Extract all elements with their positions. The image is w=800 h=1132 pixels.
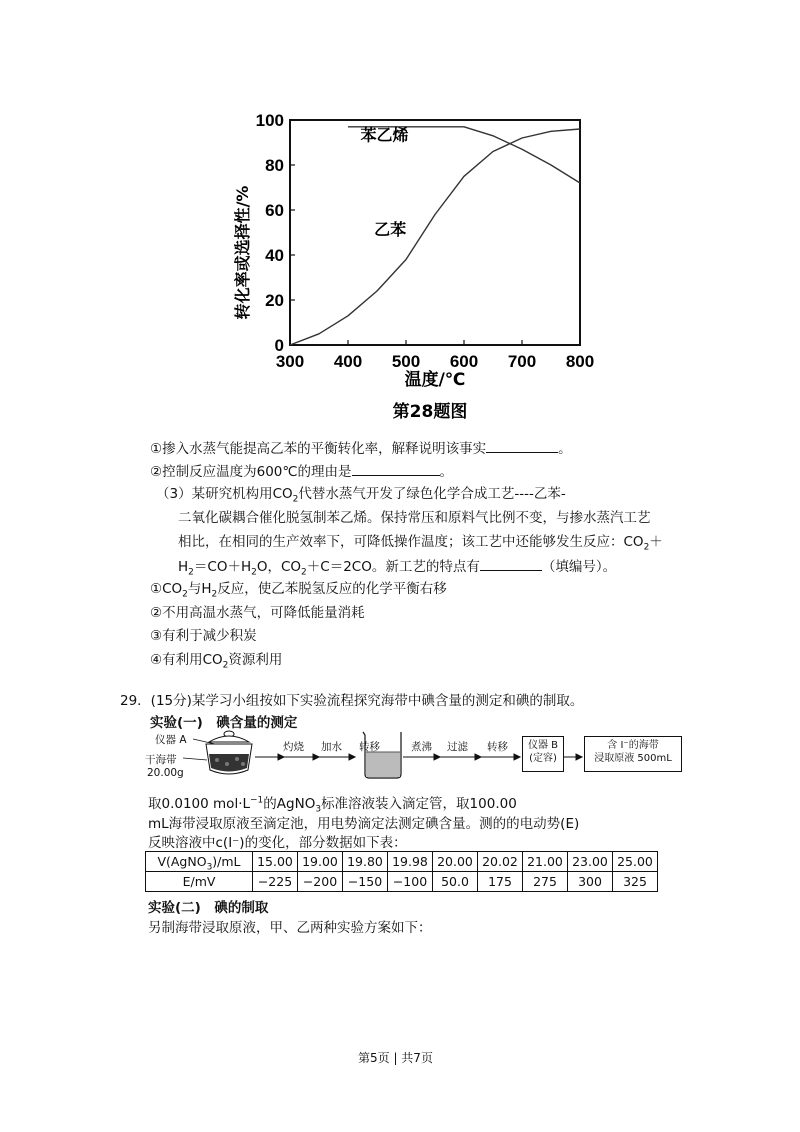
table-cell: −225 — [253, 872, 298, 892]
q28-option3: ③有利于减少积炭 — [150, 628, 257, 644]
table-cell: 300 — [568, 872, 613, 892]
table-cell: −200 — [298, 872, 343, 892]
crucible-icon — [206, 731, 252, 774]
step-add-water: 加水 — [321, 741, 342, 753]
y-tick-label: 80 — [265, 156, 284, 175]
temperature-chart — [220, 105, 620, 425]
table-cell: 20.00 — [433, 852, 478, 872]
step-burn: 灼烧 — [283, 741, 304, 753]
table-cell: 23.00 — [568, 852, 613, 872]
step-filter: 过滤 — [447, 741, 468, 753]
table-row — [146, 852, 658, 872]
table-header-cell: V(AgNO$_3$)/mL — [146, 852, 253, 872]
q28-part3-line2: 二氧化碳耦合催化脱氢制苯乙烯。保持常压和原料气比例不变，与掺水蒸汽工艺 — [178, 510, 651, 526]
step-boil: 煮沸 — [411, 741, 432, 753]
y-tick-label: 100 — [255, 111, 284, 130]
q29-para3: 反映溶液中c(I⁻)的变化，部分数据如下表： — [148, 835, 407, 851]
exp1-title: 实验(一) 碘含量的测定 — [150, 715, 298, 731]
answer-blank[interactable] — [486, 438, 558, 453]
titration-table — [145, 851, 658, 892]
exp2-text: 另制海带浸取原液，甲、乙两种实验方案如下： — [148, 920, 432, 936]
y-tick-label: 20 — [265, 291, 284, 310]
instrument-a-label: 仪器 A — [155, 734, 187, 746]
x-tick-label: 600 — [449, 352, 479, 371]
plot-frame — [290, 120, 580, 345]
extract-solution-box — [584, 736, 682, 772]
instrument-b-box — [522, 736, 564, 772]
q28-item1: ①掺入水蒸气能提高乙苯的平衡转化率，解释说明该事实 。 — [150, 438, 572, 458]
y-tick-label: 60 — [265, 201, 284, 220]
table-cell: 19.80 — [343, 852, 388, 872]
q29-para1: 取0.0100 $mol\cdot L^{-1}$的AgNO$_3$标准溶液装入滴定管，取100.00 — [148, 795, 517, 815]
extract-solution-line1: 含 I⁻的海带 — [607, 740, 659, 751]
exp2-title: 实验(二) 碘的制取 — [148, 900, 269, 916]
table-cell: 25.00 — [613, 852, 658, 872]
q28-part3-line3: 相比，在相同的生产效率下，可降低操作温度；该工艺中还能够发生反应：$CO_2+$ — [178, 534, 663, 553]
extract-solution-line2: 浸取原液 500mL — [594, 753, 672, 764]
instrument-b-note: (定容) — [529, 753, 557, 764]
table-cell: 15.00 — [253, 852, 298, 872]
x-tick-label: 400 — [333, 352, 363, 371]
q29-header: 29．(15分)某学习小组按如下实验流程探究海带中碘含量的测定和碘的制取。 — [120, 693, 584, 709]
q28-option4: ④有利用$CO_2$资源利用 — [150, 652, 283, 671]
chart-title: 第28题图 — [392, 402, 468, 422]
table-cell: 20.02 — [478, 852, 523, 872]
table-header-cell: E/mV — [146, 872, 253, 892]
q28-item2: ②控制反应温度为600℃的理由是 。 — [150, 461, 453, 481]
series-label: 苯乙烯 — [360, 125, 409, 145]
step-transfer: 转移 — [359, 741, 380, 753]
answer-blank[interactable] — [352, 461, 440, 476]
kelp-label: 干海带 — [145, 754, 177, 766]
table-cell: 50.0 — [433, 872, 478, 892]
flow-diagram — [145, 730, 705, 790]
page-footer: 第5页 | 共7页 — [358, 1051, 433, 1065]
x-tick-label: 500 — [391, 352, 421, 371]
table-cell: −100 — [388, 872, 433, 892]
series-line-2 — [290, 129, 580, 345]
q29-para2: mL海带浸取原液至滴定池，用电势滴定法测定碘含量。测的的电动势(E) — [148, 816, 580, 832]
x-tick-label: 700 — [507, 352, 537, 371]
x-tick-label: 300 — [275, 352, 305, 371]
q28-part3-line4: $H_2=CO+H_2O$，$CO_2+C=2CO$。新工艺的特点有 （填编号）。 — [178, 556, 616, 576]
y-tick-label: 0 — [274, 336, 284, 355]
y-tick-label: 40 — [265, 246, 284, 265]
series-label: 乙苯 — [374, 219, 407, 239]
table-cell: 275 — [523, 872, 568, 892]
y-axis-label: 转化率或选择性/% — [233, 185, 252, 320]
table-cell: −150 — [343, 872, 388, 892]
table-row — [146, 872, 658, 892]
table-cell: 21.00 — [523, 852, 568, 872]
table-cell: 19.00 — [298, 852, 343, 872]
table-cell: 325 — [613, 872, 658, 892]
table-cell: 19.98 — [388, 852, 433, 872]
x-axis-label: 温度/℃ — [404, 370, 466, 390]
step-transfer: 转移 — [487, 741, 508, 753]
mass-label: 20.00g — [147, 767, 184, 779]
instrument-b-label: 仪器 B — [527, 740, 559, 751]
q28-option2: ②不用高温水蒸气，可降低能量消耗 — [150, 605, 365, 621]
answer-blank[interactable] — [480, 556, 542, 571]
q28-part3-line1: （3）某研究机构用$CO_2$代替水蒸气开发了绿色化学合成工艺----乙苯- — [156, 486, 566, 505]
q28-option1: $①CO_2$与$H_2$反应，使乙苯脱氢反应的化学平衡右移 — [150, 581, 447, 600]
table-cell: 175 — [478, 872, 523, 892]
x-tick-label: 800 — [565, 352, 595, 371]
